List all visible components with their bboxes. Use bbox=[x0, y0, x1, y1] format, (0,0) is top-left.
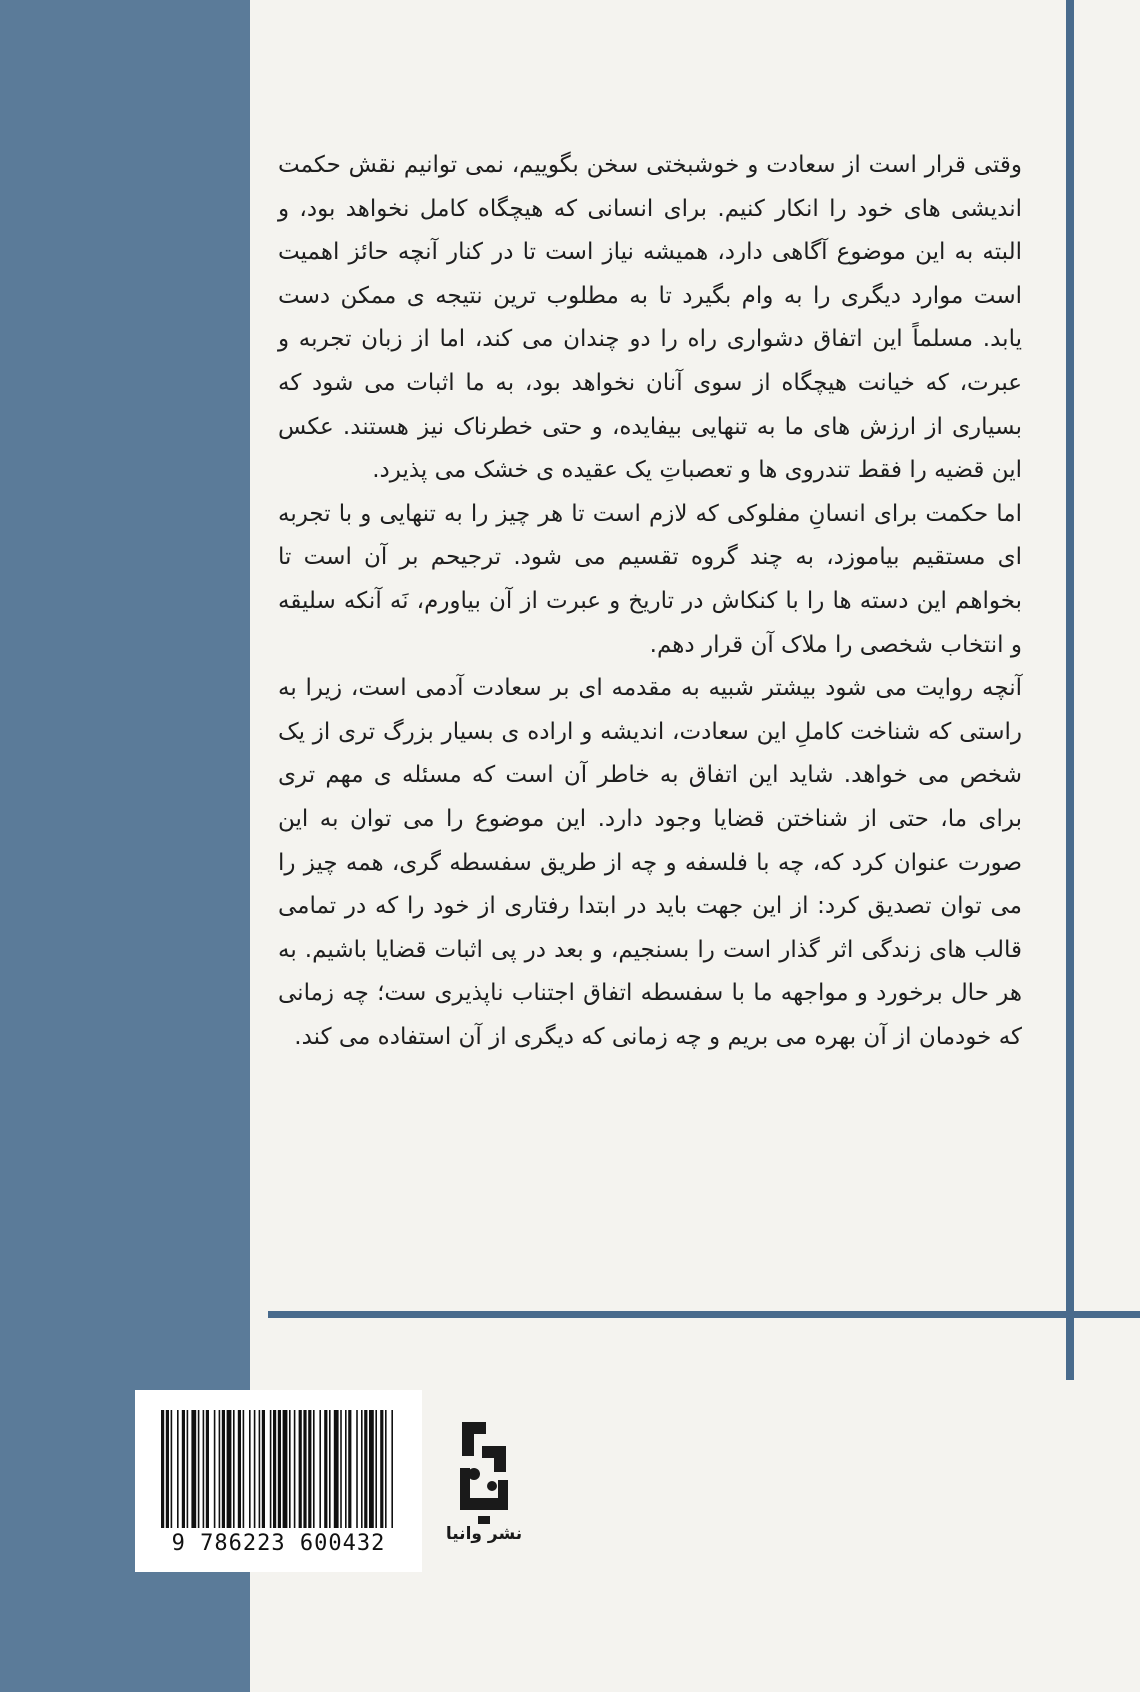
publisher-logo-icon bbox=[452, 1416, 516, 1526]
publisher-name: نشر وانیا bbox=[445, 1524, 523, 1544]
blurb-paragraph-3: آنچه روایت می شود بیشتر شبیه به مقدمه ای بر سعادت آدمی است، زیرا به راستی که شناخت کاملِ این سعادت، اندیشه و اراده ی بسیار بزرگ تری از یک شخص می خواهد. شاید این اتفاق به خاطر آن است که مسئله ی مهم تری برای ما، حتی از شناختن قضایا وجود دارد. این موضوع را می توان به این صورت عنوان کرد که، چه با فلسفه و چه از طریق سفسطه گری، همه چیز را می توان تصدیق کرد: از این جهت باید در ابتدا رفتاری از خود را که در تمامی قالب های زندگی اثر گذار است را بسنجیم، و بعد در پی اثبات قضایا باشیم. به هر حال برخورد و مواجهه ما با سفسطه اتفاق اجتناب ناپذیری ست؛ چه زمانی که خودمان از آن بهره می بریم و چه زمانی که دیگری از آن استفاده می کند. bbox=[278, 675, 1022, 1050]
blurb-paragraph-2: اما حکمت برای انسانِ مفلوکی که لازم است تا هر چیز را به تنهایی و با تجربه ای مستقیم بیاموزد، به چند گروه تقسیم می شود. ترجیحم بر آن است تا بخواهم این دسته ها را با کنکاش در تاریخ و عبرت از آن بیاورم، نَه آنکه سلیقه و انتخاب شخصی را ملاک آن قرار دهم. bbox=[278, 500, 1022, 658]
barcode-icon bbox=[161, 1410, 396, 1528]
isbn-number: 9 786223 600432 bbox=[171, 1531, 386, 1556]
back-cover-blurb bbox=[278, 144, 1022, 1059]
vertical-rule bbox=[1066, 0, 1074, 1380]
horizontal-rule bbox=[268, 1311, 1140, 1318]
barcode-label bbox=[135, 1390, 422, 1572]
blurb-paragraph-1: وقتی قرار است از سعادت و خوشبختی سخن بگوییم، نمی توانیم نقش حکمت اندیشی های خود را انکار کنیم. برای انسانی که هیچگاه کامل نخواهد بود، و البته به این موضوع آگاهی دارد، همیشه نیاز است تا در کنار آنچه حائز اهمیت است موارد دیگری را به وام بگیرد تا به مطلوب ترین نتیجه ی ممکن دست یابد. مسلماً این اتفاق دشواری راه را دو چندان می کند، اما از زبان تجربه و عبرت، که خیانت هیچگاه از سوی آنان نخواهد بود، به ما اثبات می شود که بسیاری از ارزش های ما به تنهایی بیفایده، و حتی خطرناک نیز هستند. عکس این قضیه را فقط تندروی ها و تعصباتِ یک عقیده ی خشک می پذیرد. bbox=[278, 152, 1022, 484]
